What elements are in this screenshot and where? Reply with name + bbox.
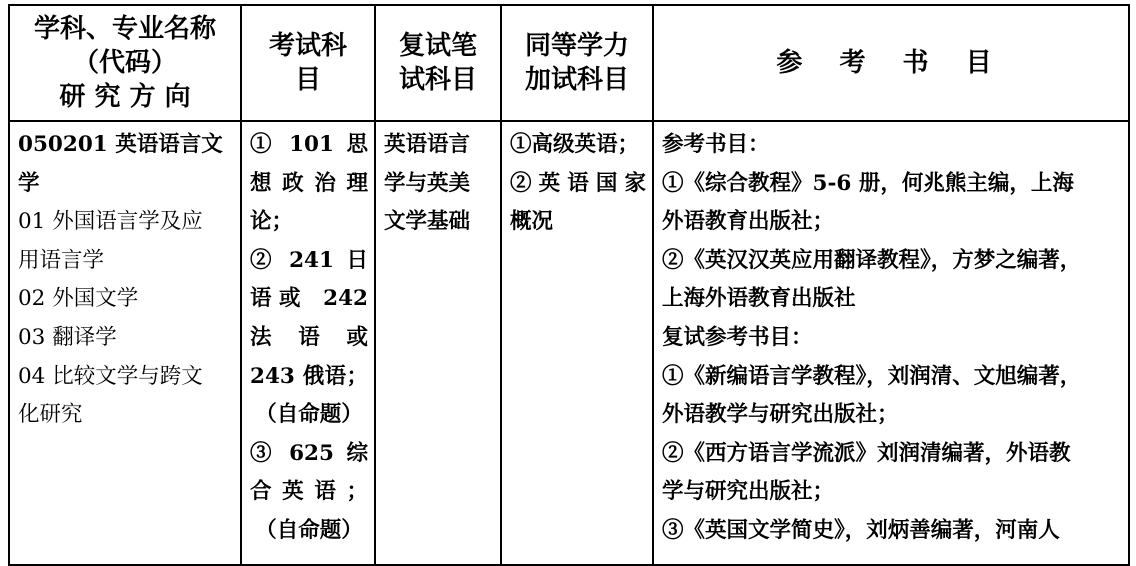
header-retest [375, 5, 501, 121]
header-exam-line: 考试科 [268, 31, 347, 61]
book-line: 学与研究出版社； [662, 479, 835, 505]
equivalent-line: ①高级英语； [510, 132, 640, 157]
subject-line: 04 比较文学与跨文 [18, 363, 203, 389]
exam-line: 243 俄语； [250, 363, 368, 389]
header-books-label: 参 考 书 目 [776, 48, 1006, 78]
subject-line: 学 [18, 170, 40, 196]
header-exam [241, 5, 375, 121]
exam-line: 合 英 语 ； [250, 479, 368, 505]
book-line: ③《英国文学简史》，刘炳善编著，河南人 [662, 517, 1060, 543]
table-row [9, 121, 1129, 565]
equivalent-line: 概况 [510, 209, 554, 235]
exam-line: 语或 242 [250, 286, 368, 312]
header-exam-line: 目 [294, 65, 321, 95]
retest-line: 文学基础 [384, 209, 471, 235]
exam-line: （自命题） [255, 517, 363, 543]
header-subject-line: （代码） [72, 48, 177, 78]
book-line: 参考书目： [662, 132, 770, 157]
exam-line: （自命题） [255, 402, 363, 428]
subject-line: 用语言学 [18, 247, 105, 273]
subject-line: 03 翻译学 [18, 324, 117, 350]
header-subject-line: 研 究 方 向 [59, 82, 191, 112]
book-line: ②《西方语言学流派》刘润清编著，外语教 [662, 440, 1071, 466]
admissions-table [8, 4, 1130, 566]
retest-line: 英语语言 [384, 132, 471, 157]
subject-cell [9, 121, 241, 565]
book-line: 外语教育出版社； [662, 209, 835, 235]
exam-line: 想政治理 [250, 170, 368, 196]
book-line: ①《综合教程》5-6 册，何兆熊主编，上海 [662, 170, 1074, 196]
header-subject-line: 学科、专业名称 [33, 14, 216, 44]
exam-line: 法 语 或 [250, 324, 368, 350]
exam-line: 论； [250, 209, 294, 235]
header-subject [9, 5, 241, 121]
exam-line: ③ 625 综 [250, 440, 368, 466]
header-equivalent-line: 加试科目 [524, 65, 629, 95]
equivalent-line: ②英语国家 [510, 170, 646, 196]
header-retest-line: 复试笔 [398, 31, 477, 61]
header-row [9, 5, 1129, 121]
books-cell [653, 121, 1129, 565]
subject-line: 01 外国语言学及应 [18, 209, 203, 235]
book-line: ②《英汉汉英应用翻译教程》，方梦之编著， [662, 247, 1082, 273]
subject-line: 050201 英语语言文 [18, 132, 223, 157]
header-retest-line: 试科目 [398, 65, 477, 95]
header-equivalent-line: 同等学力 [524, 31, 629, 61]
exam-cell [241, 121, 375, 565]
exam-line: ① 101 思 [250, 132, 368, 157]
book-line: 复试参考书目： [662, 324, 813, 350]
retest-cell [375, 121, 501, 565]
retest-line: 学与英美 [384, 170, 471, 196]
book-line: 外语教学与研究出版社； [662, 402, 899, 428]
book-line: 上海外语教育出版社 [662, 286, 856, 312]
exam-line: ② 241 日 [250, 247, 368, 273]
header-equivalent [501, 5, 653, 121]
header-books [653, 5, 1129, 121]
subject-line: 化研究 [18, 402, 83, 428]
equivalent-cell [501, 121, 653, 565]
subject-line: 02 外国文学 [18, 286, 139, 312]
book-line: ①《新编语言学教程》，刘润清、文旭编著， [662, 363, 1082, 389]
